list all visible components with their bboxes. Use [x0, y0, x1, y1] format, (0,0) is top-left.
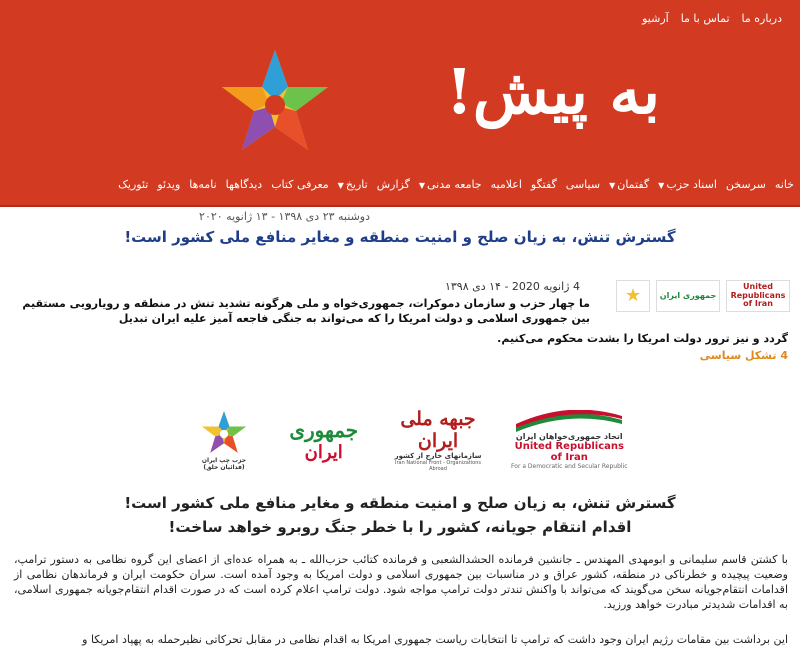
logo-national-front [389, 408, 486, 472]
teaser-text-continued: گردد و نیز ترور دولت امریکا را بشدت محکوم می‌کنیم. [497, 332, 788, 345]
logo-union-title: اتحاد جمهوری‌خواهان ایران [515, 432, 623, 441]
star-logo-icon [199, 409, 249, 457]
chevron-down-icon: ▼ [337, 181, 344, 190]
nav-letters[interactable]: نامه‌ها [189, 178, 217, 191]
thumb-union-logo [726, 280, 790, 312]
logo-republic [280, 418, 367, 463]
nav-party-docs[interactable] [658, 178, 717, 202]
nav-civil-society[interactable] [419, 178, 482, 202]
page-title[interactable]: گسترش تنش، به زیان صلح و امنیت منطقه و مغایر منافع ملی کشور است! [124, 228, 676, 246]
logo-front-title: جبهه ملی ایران [400, 408, 476, 452]
logo-union-en: United Republicans of Iran [514, 441, 624, 463]
nav-party-docs-label: اسناد حزب [666, 178, 717, 191]
chevron-down-icon: ▼ [658, 181, 665, 190]
thumb-star-icon: ★ [624, 285, 642, 307]
article-headline: گسترش تنش، به زیان صلح و امنیت منطقه و مغایر منافع ملی کشور است! [124, 494, 676, 512]
thumb-republic-text: جمهوری ایران [659, 290, 717, 300]
top-link-about[interactable]: درباره ما [741, 12, 782, 25]
flag-swoosh-icon [514, 410, 624, 432]
party-logos [190, 400, 630, 480]
article-paragraph-1: با کشتن قاسم سلیمانی و ابومهدی المهندس ـ جانشین فرمانده الحشدالشعبی و فرمانده کتائب حزب‌الله ـ به همراه عده‌ای از اعضای این گروه نظامی به دستور ترامپ، وضعیت پیچیده و خطرناکی در منطقه، کشور عراق و در مناسبات بین جمهوری اسلامی و دولت امریکا به وجود آمده است. سران حکومت ایران و فرماندهان نظامی از اقدامات انتقام‌جویانه سخن می‌گویند که می‌تواند با واکنش تندتر دولت ترامپ مواجه شود. دولت ترامپ اعلام کرده است که در صورت اقدام انتقام‌جویانه جمهوری اسلامی، به اقدامات شدیدتر مبادرت خواهد ورزید. [14, 553, 788, 611]
nav-editorial[interactable]: سرسخن [725, 178, 766, 191]
teaser-author-link[interactable]: 4 تشکل سیاسی [699, 349, 788, 362]
logo-republic-title: جمهوری [289, 417, 359, 442]
thumb-star-logo [616, 280, 650, 312]
article-subheadline: اقدام انتقام جویانه، کشور را با خطر جنگ روبرو خواهد ساخت! [168, 518, 632, 536]
top-link-contact[interactable]: تماس با ما [680, 12, 730, 25]
logo-united-republicans [509, 410, 630, 470]
site-logo-text[interactable]: به پیش! [445, 55, 660, 128]
logo-republic-sub: ایران [304, 441, 343, 463]
nav-report[interactable]: گزارش [376, 178, 410, 191]
article-paragraph-2: این برداشت بین مقامات رژیم ایران وجود داشت که ترامپ تا انتخابات ریاست جمهوری امریکا به اقدام نظامی در مقابل تحرکاتی نظیرحمله به پهپاد امریکا و [82, 633, 788, 646]
nav-theory[interactable]: تئوریک [118, 178, 149, 191]
chevron-down-icon: ▼ [609, 181, 616, 190]
nav-viewpoints[interactable]: دیدگاهها [225, 178, 263, 191]
site-header [0, 0, 800, 207]
logo-left-party-text: حزب چپ ایران (فدائیان خلق) [201, 457, 247, 471]
nav-history-label: تاریخ [345, 178, 368, 191]
nav-video[interactable]: ویدئو [157, 178, 181, 191]
teaser-thumbnails [590, 278, 790, 314]
main-nav [0, 178, 800, 202]
logo-left-party [190, 409, 258, 471]
teaser-text: ما چهار حزب و سازمان دموکرات، جمهوری‌خواه و ملی هرگونه تشدید تنش در منطقه و رویارویی مستقیم بین جمهوری اسلامی و دولت امریکا را که می‌تواند به جنگی فاجعه آمیز علیه ایران تبدیل [22, 297, 590, 325]
thumb-union-text: United Republicans of Iran [730, 281, 786, 309]
top-links [642, 12, 782, 25]
chevron-down-icon: ▼ [418, 181, 425, 190]
logo-front-en: Iran National Front - Organizations Abroad [395, 460, 481, 472]
nav-interview[interactable]: گفتگو [530, 178, 557, 191]
logo-union-tagline: For a Democratic and Secular Republic [511, 463, 628, 470]
nav-home[interactable]: خانه [774, 178, 794, 191]
star-logo-icon[interactable] [215, 45, 335, 160]
nav-discourse-label: گفتمان [617, 178, 650, 191]
teaser-date: 4 ژانویه 2020 - ۱۴ دی ۱۳۹۸ [444, 280, 580, 293]
thumb-republic-logo [656, 280, 720, 312]
top-link-archive[interactable]: آرشیو [642, 12, 669, 25]
nav-political[interactable]: سیاسی [565, 178, 601, 191]
nav-statements[interactable]: اعلامیه [490, 178, 522, 191]
logo-front-sub: سازمانهای خارج از کشور [394, 452, 482, 460]
nav-civil-society-label: جامعه مدنی [426, 178, 482, 191]
nav-discourse[interactable] [609, 178, 649, 202]
nav-history[interactable] [338, 178, 368, 202]
nav-book-review[interactable]: معرفی کتاب [271, 178, 329, 191]
page-date: دوشنبه ۲۳ دی ۱۳۹۸ - ۱۳ ژانویه ۲۰۲۰ [199, 210, 370, 223]
